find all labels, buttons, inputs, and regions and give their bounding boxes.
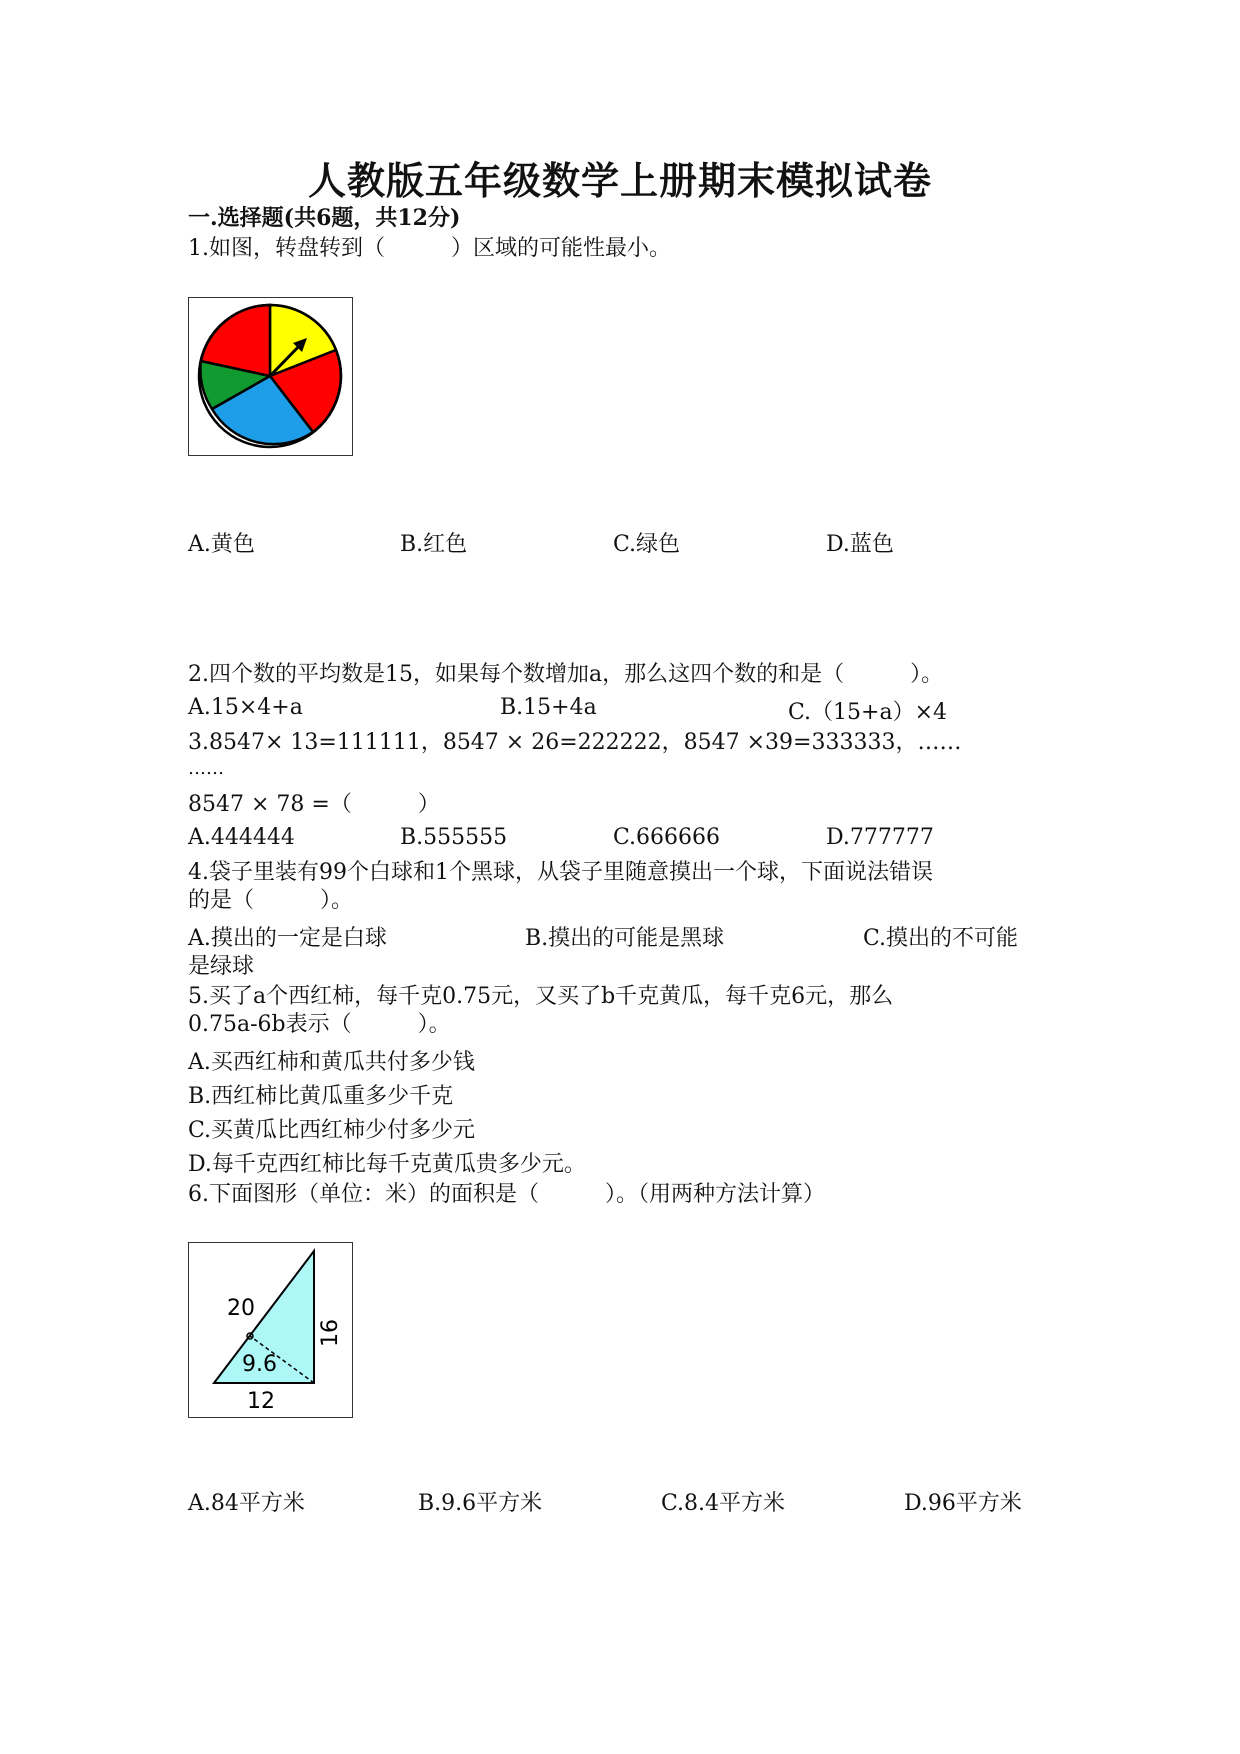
q1-option-b[interactable]: B.红色 <box>400 532 468 557</box>
label-height: 16 <box>318 1319 343 1347</box>
question-1-text: 1.如图，转盘转到（ ）区域的可能性最小。 <box>188 236 671 261</box>
question-3-line-3: 8547 × 78 =（ ） <box>188 792 440 817</box>
question-4-line-2: 的是（ ）。 <box>188 888 354 913</box>
spinner-svg <box>189 298 352 455</box>
q5-option-d[interactable]: D.每千克西红柿比每千克黄瓜贵多少元。 <box>188 1152 586 1177</box>
q4-option-a[interactable]: A.摸出的一定是白球 <box>188 926 387 951</box>
question-4-line-1: 4.袋子里装有99个白球和1个黑球，从袋子里随意摸出一个球，下面说法错误 <box>188 860 933 885</box>
question-2-text: 2.四个数的平均数是15，如果每个数增加a，那么这四个数的和是（ ）。 <box>188 662 944 687</box>
q4-option-b[interactable]: B.摸出的可能是黑球 <box>525 926 725 951</box>
q2-option-c[interactable]: C.（15+a）×4 <box>788 700 948 725</box>
spinner-figure <box>188 297 353 456</box>
q6-option-c[interactable]: C.8.4平方米 <box>661 1491 786 1516</box>
label-hypotenuse: 20 <box>227 1296 255 1321</box>
q4-option-c[interactable]: C.摸出的不可能 <box>863 926 1019 951</box>
label-base: 12 <box>247 1389 275 1414</box>
q5-option-b[interactable]: B.西红柿比黄瓜重多少千克 <box>188 1084 454 1109</box>
page-title: 人教版五年级数学上册期末模拟试卷 <box>307 158 932 203</box>
q1-option-c[interactable]: C.绿色 <box>613 532 681 557</box>
q1-option-d[interactable]: D.蓝色 <box>826 532 894 557</box>
triangle-figure <box>188 1242 353 1418</box>
q6-option-a[interactable]: A.84平方米 <box>188 1491 305 1516</box>
question-5-line-2: 0.75a-6b表示（ ）。 <box>188 1012 451 1037</box>
q3-option-b[interactable]: B.555555 <box>400 825 508 850</box>
q5-option-a[interactable]: A.买西红柿和黄瓜共付多少钱 <box>188 1050 475 1075</box>
triangle-svg <box>189 1243 352 1417</box>
question-3-line-1: 3.8547× 13=111111，8547 × 26=222222，8547 ×39=333333，…… <box>188 730 962 755</box>
q5-option-c[interactable]: C.买黄瓜比西红柿少付多少元 <box>188 1118 476 1143</box>
q4-option-c-continued[interactable]: 是绿球 <box>188 954 255 979</box>
q1-option-a[interactable]: A.黄色 <box>188 532 255 557</box>
section-heading: 一.选择题(共6题，共12分) <box>188 205 461 231</box>
question-6-text: 6.下面图形（单位：米）的面积是（ ）。（用两种方法计算） <box>188 1182 825 1207</box>
q6-option-d[interactable]: D.96平方米 <box>904 1491 1022 1516</box>
q3-option-c[interactable]: C.666666 <box>613 825 721 850</box>
q2-option-b[interactable]: B.15+4a <box>500 695 597 720</box>
q3-option-a[interactable]: A.444444 <box>188 825 295 850</box>
q3-option-d[interactable]: D.777777 <box>826 825 934 850</box>
question-3-line-2: …… <box>188 758 224 779</box>
q2-option-a[interactable]: A.15×4+a <box>188 695 303 720</box>
q6-option-b[interactable]: B.9.6平方米 <box>418 1491 543 1516</box>
question-5-line-1: 5.买了a个西红柿，每千克0.75元，又买了b千克黄瓜，每千克6元，那么 <box>188 984 894 1009</box>
label-altitude: 9.6 <box>242 1352 277 1377</box>
